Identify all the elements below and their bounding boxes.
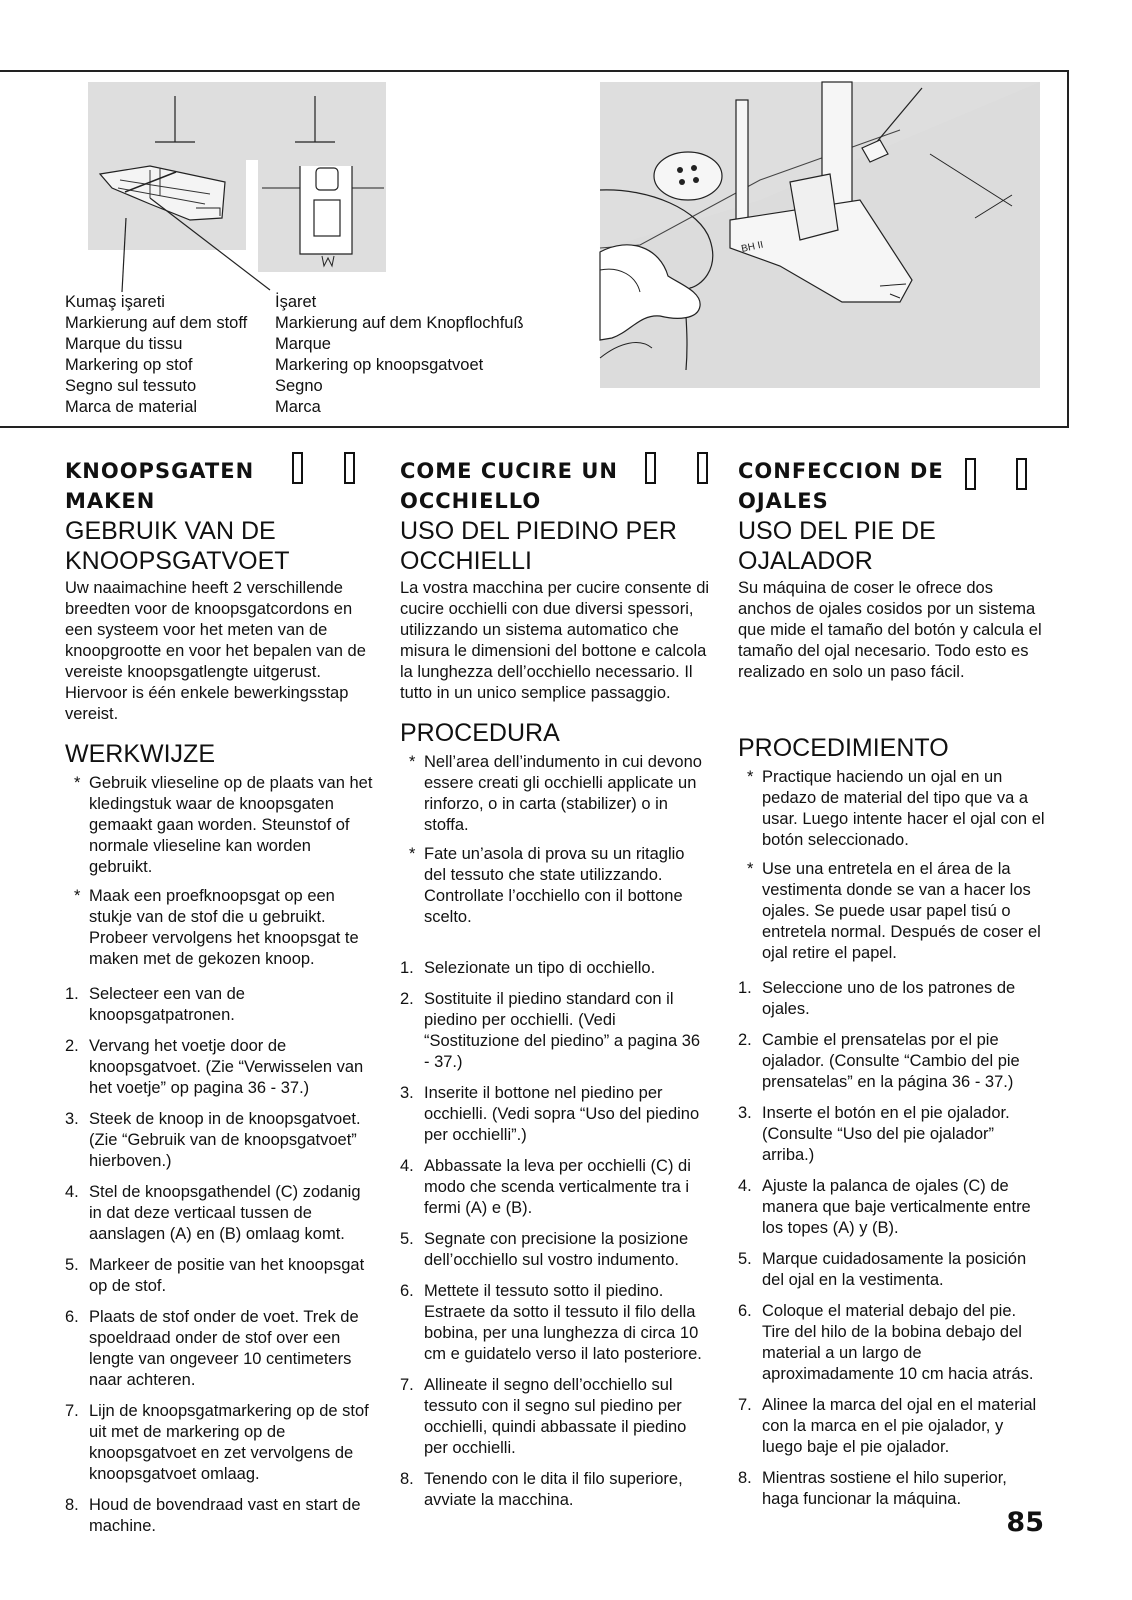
note-item: * Practique haciendo un ojal en un pedazo de material del tipo que va a usar. Luego intente hacer el ojal con el botón seleccionado. [747, 768, 1045, 849]
note-item: * Nell’area dell’indumento in cui devono essere creati gli occhielli applicate un rinforzo, o in carta (stabilizer) o in stoffa. [409, 753, 702, 834]
steps-list [738, 978, 1048, 1510]
sewing-scene [600, 82, 1040, 388]
placeholder-glyph-icon [292, 452, 303, 484]
step-item: 5. Marque cuidadosamente la posición del ojal en la vestimenta. [738, 1250, 1027, 1289]
legend-item: Marque [275, 335, 331, 353]
column-spanish [738, 456, 1048, 1520]
legend-item: Marca de material [65, 398, 198, 416]
section-subtitle: USO DEL PIEDINO PER OCCHIELLI [400, 517, 677, 575]
placeholder-glyph-icon [965, 458, 976, 490]
intro-paragraph: La vostra macchina per cucire consente di cucire occhielli con due diversi spessori, utilizzando un sistema automatico che misura le dimensioni del bottone e calcola la lunghezza dell’occhiello necessario. Il tutto in un unico semplice passaggio. [400, 579, 710, 702]
procedure-title: WERKWIJZE [65, 740, 215, 768]
legend-item: İşaret [275, 293, 317, 311]
legend-fabric-mark [65, 292, 247, 418]
legend-foot-mark [275, 292, 524, 418]
legend-item: Segno [275, 377, 323, 395]
notes-list [400, 752, 710, 928]
step-item: 3. Inserte el botón en el pie ojalador. (Consulte “Uso del pie ojalador” arriba.) [738, 1104, 1010, 1164]
column-italian [400, 456, 710, 1521]
step-item: 2. Sostituite il piedino standard con il piedino per occhielli. (Vedi “Sostituzione del piedino” a pagina 36 - 37.) [400, 990, 701, 1071]
step-item: 6. Mettete il tessuto sotto il piedino. Estraete da sotto il tessuto il filo della bobina, per una lunghezza di circa 10 cm e guidatelo verso il lato posteriore. [400, 1282, 702, 1363]
legend-item: Segno sul tessuto [65, 377, 197, 395]
step-item: 1. Seleccione uno de los patrones de ojales. [738, 979, 1016, 1018]
step-item: 8. Mientras sostiene el hilo superior, haga funcionar la máquina. [738, 1469, 1007, 1508]
step-item: 7. Alinee la marca del ojal en el material con la marca en el pie ojalador, y luego baje el pie ojalador. [738, 1396, 1037, 1456]
step-item: 5. Markeer de positie van het knoopsgat op de stof. [65, 1256, 365, 1295]
notes-list [65, 773, 375, 970]
placeholder-glyph-icon [697, 452, 708, 484]
step-item: 4. Stel de knoopsgathendel (C) zodanig in dat deze verticaal tussen de aanslagen (A) en (B) omlaag komt. [65, 1183, 361, 1243]
legend-item: Markering op knoopsgatvoet [275, 356, 484, 374]
section-subtitle: USO DEL PIE DE OJALADOR [738, 517, 936, 575]
step-item: 3. Steek de knoop in de knoopsgatvoet. (Zie “Gebruik van de knoopsgatvoet” hierboven.) [65, 1110, 361, 1170]
step-item: 2. Cambie el prensatelas por el pie ojalador. (Consulte “Cambio del pie prensatelas” en la página 36 - 37.) [738, 1031, 1020, 1091]
legend-item: Markierung auf dem Knopflochfuß [275, 314, 524, 332]
note-item: * Fate un’asola di prova su un ritaglio del tessuto che state utilizzando. Controllate l’occhiello con il bottone scelto. [409, 845, 685, 926]
legend-item: Markering op stof [65, 356, 193, 374]
column-dutch [65, 456, 375, 1547]
legend-item: Markierung auf dem stoff [65, 314, 248, 332]
notes-list [738, 767, 1048, 964]
step-item: 7. Lijn de knoopsgatmarkering op de stof uit met de markering op de knoopsgatvoet en zet vervolgens de knoopsgatvoet omlaag. [65, 1402, 369, 1483]
step-item: 3. Inserite il bottone nel piedino per occhielli. (Vedi sopra “Uso del piedino per occhielli”.) [400, 1084, 700, 1144]
step-item: 2. Vervang het voetje door de knoopsgatvoet. (Zie “Verwisselen van het voetje” op pagina 36 - 37.) [65, 1037, 364, 1097]
legend-item: Marque du tissu [65, 335, 183, 353]
step-item: 4. Abbassate la leva per occhielli (C) di modo che scenda verticalmente tra i fermi (A) e (B). [400, 1157, 691, 1217]
section-subtitle: GEBRUIK VAN DE KNOOPSGATVOET [65, 517, 290, 575]
step-item: 6. Plaats de stof onder de voet. Trek de spoeldraad onder de stof over een lengte van ongeveer 10 centimeters naar achteren. [65, 1308, 359, 1389]
section-title: CONFECCION DE OJALES [738, 459, 944, 513]
note-item: * Gebruik vlieseline op de plaats van het kledingstuk waar de knoopsgaten gemaakt gaan worden. Steunstof of normale vlieseline kan worden gebruikt. [74, 774, 373, 876]
placeholder-glyph-icon [1016, 458, 1027, 490]
step-item: 4. Ajuste la palanca de ojales (C) de manera que baje verticalmente entre los topes (A) y (B). [738, 1177, 1031, 1237]
foot-mark-detail [258, 160, 386, 272]
placeholder-glyph-icon [645, 452, 656, 484]
legend-item: Marca [275, 398, 321, 416]
step-item: 8. Houd de bovendraad vast en start de machine. [65, 1496, 361, 1535]
step-item: 8. Tenendo con le dita il filo superiore, avviate la macchina. [400, 1470, 683, 1509]
foot-label: BH II [740, 239, 765, 255]
procedure-title: PROCEDURA [400, 719, 560, 747]
section-title: COME CUCIRE UN OCCHIELLO [400, 459, 618, 513]
intro-paragraph: Uw naaimachine heeft 2 verschillende breedten voor de knoopsgatcordons en een systeem voor het meten van de knoopgrootte en voor het bepalen van de vereiste knoopsgatlengte uitgerust. Hiervoor is één enkele bewerkingsstap vereist. [65, 579, 366, 723]
placeholder-glyph-icon [344, 452, 355, 484]
page-number: 85 [1006, 1507, 1044, 1538]
intro-paragraph: Su máquina de coser le ofrece dos anchos de ojales cosidos por un sistema que mide el tamaño del botón y calcula el tamaño del ojal necesario. Todo esto es realizado en solo un paso fácil. [738, 579, 1042, 681]
step-item: 6. Coloque el material debajo del pie. Tire del hilo de la bobina debajo del material a un largo de aproximadamente 10 cm hacia atrás. [738, 1302, 1034, 1383]
step-item: 1. Selezionate un tipo di occhiello. [400, 959, 656, 977]
note-item: * Maak een proefknoopsgat op een stukje van de stof die u gebruikt. Probeer vervolgens het knoopsgat te maken met de gekozen knoop. [74, 887, 359, 968]
step-item: 1. Selecteer een van de knoopsgatpatronen. [65, 985, 245, 1024]
steps-list [65, 984, 375, 1537]
procedure-title: PROCEDIMIENTO [738, 734, 949, 762]
step-item: 7. Allineate il segno dell’occhiello sul tessuto con il segno sul piedino per occhielli, quindi abbassate il piedino per occhielli. [400, 1376, 687, 1457]
section-title: KNOOPSGATEN MAKEN [65, 459, 255, 513]
steps-list [400, 958, 710, 1511]
note-item: * Use una entretela en el área de la vestimenta donde se van a hacer los ojales. Se puede usar papel tisú o entretela normal. Después de coser el ojal retire el papel. [747, 860, 1041, 962]
legend-item: Kumaş işareti [65, 293, 165, 311]
step-item: 5. Segnate con precisione la posizione dell’occhiello sul vostro indumento. [400, 1230, 689, 1269]
